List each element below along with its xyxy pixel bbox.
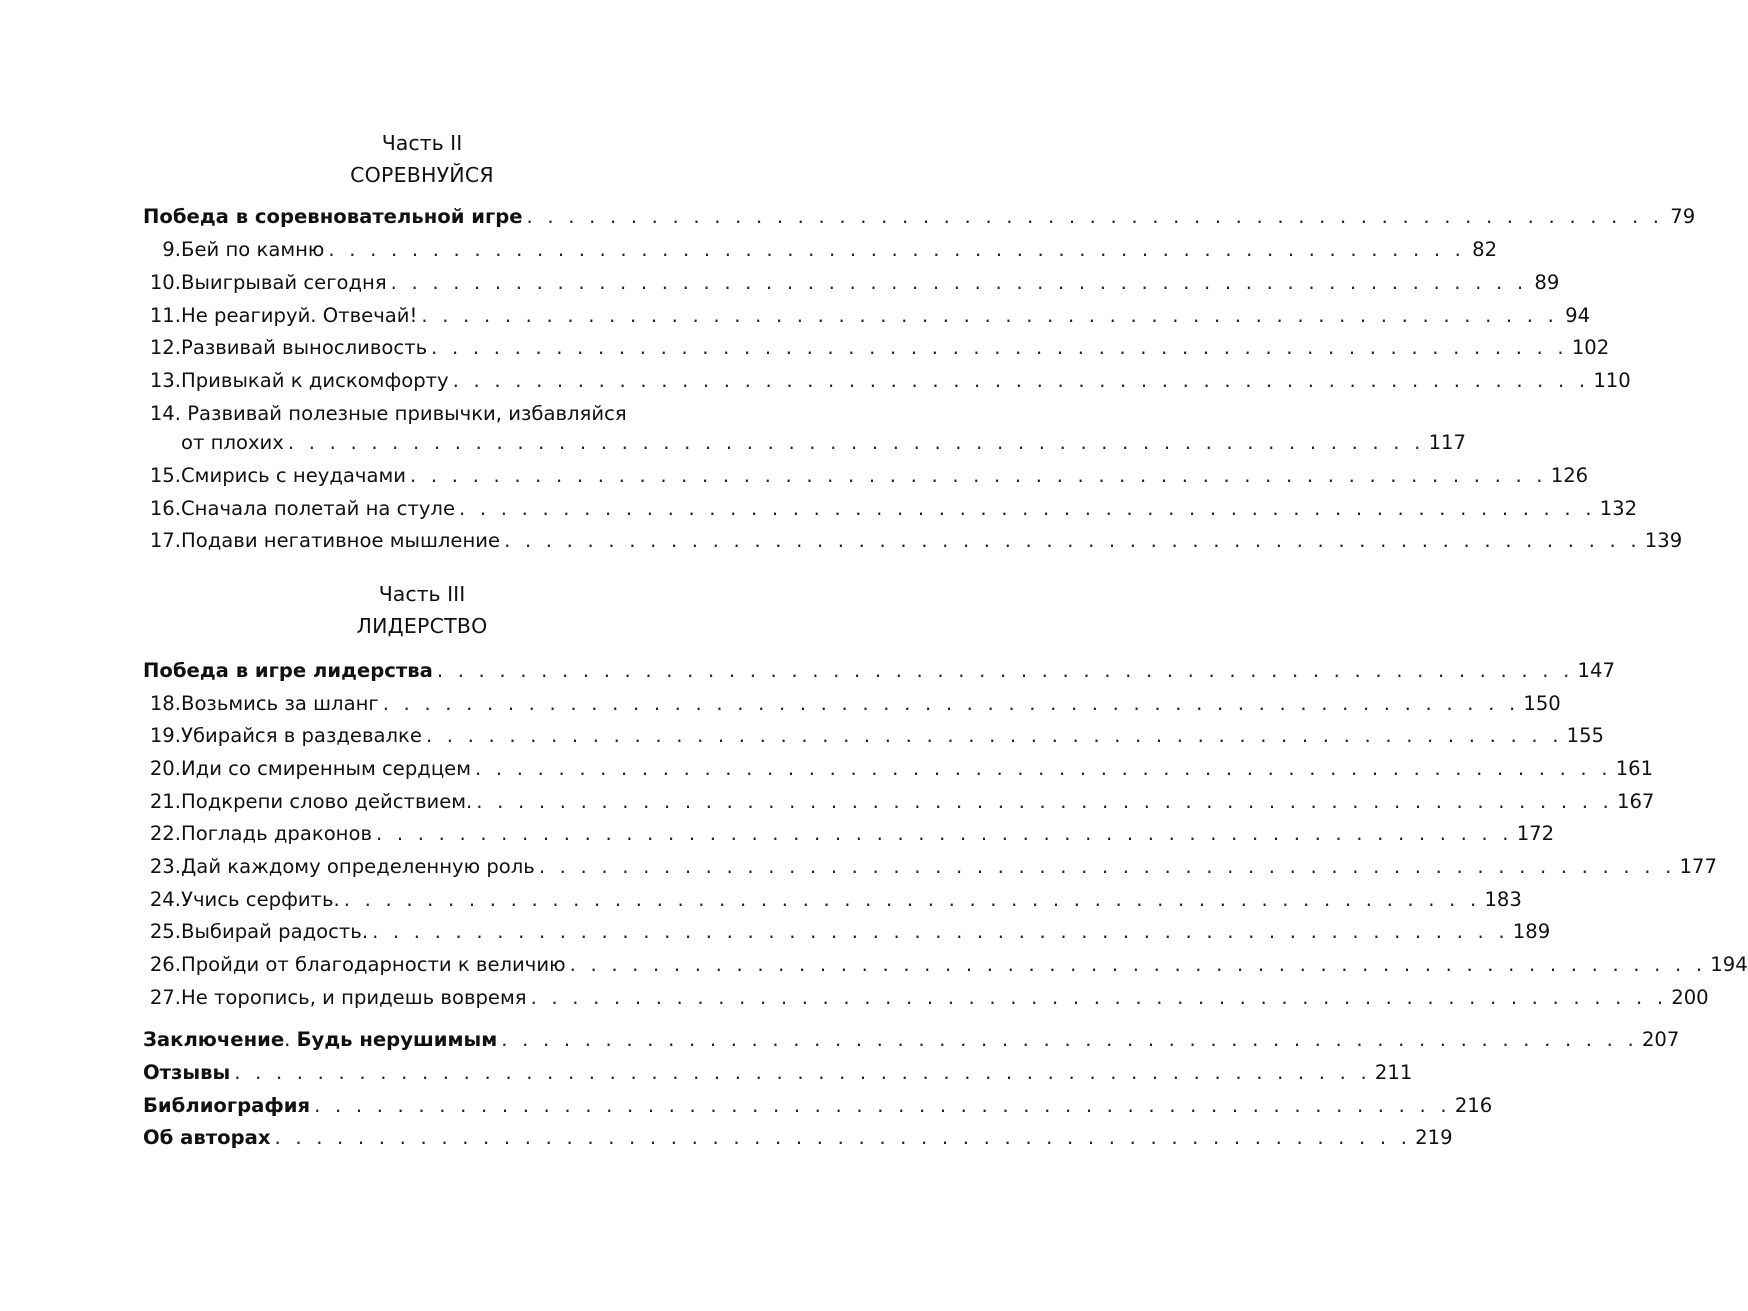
dot-leader: . . . . . . . . . . . . . . . . . . . . . . . . . . . . . . . . . . . . . . . . . . . . . . . . . . . . . . .: [436, 659, 1574, 682]
toc-entry[interactable]: [143, 427, 1466, 459]
toc-entry[interactable]: [143, 688, 1561, 720]
part-label: Часть II: [381, 131, 463, 155]
entry-title: Подкрепи слово действием.: [181, 790, 473, 813]
entry-page: 79: [1670, 205, 1696, 228]
toc-entry[interactable]: [143, 786, 1655, 818]
entry-page: 147: [1577, 659, 1615, 682]
toc-entry[interactable]: [143, 493, 1638, 525]
entry-title: Победа в игре лидерства: [143, 659, 433, 682]
dot-leader: . . . . . . . . . . . . . . . . . . . . . . . . . . . . . . . . . . . . . . . . . . . . . . . . . . . . . . .: [504, 529, 1641, 552]
entry-title-continued: от плохих: [181, 431, 284, 454]
entry-number: 9.: [162, 238, 181, 261]
entry-page: 126: [1550, 464, 1589, 487]
entry-page: 94: [1565, 304, 1591, 327]
entry-title: Привыкай к дискомфорту: [181, 369, 449, 392]
dot-leader: . . . . . . . . . . . . . . . . . . . . . . . . . . . . . . . . . . . . . . . . . . . . . . . . . . . . . . .: [538, 855, 1676, 878]
toc-entry-conclusion[interactable]: [143, 1024, 1680, 1056]
dot-leader: . . . . . . . . . . . . . . . . . . . . . . . . . . . . . . . . . . . . . . . . . . . . . . . . . . . . . . .: [569, 953, 1707, 976]
toc-entry[interactable]: [143, 365, 1631, 397]
entry-title: Бей по камню: [181, 238, 325, 261]
toc-entry-reviews[interactable]: [143, 1057, 1413, 1089]
entry-title: Смирись с неудачами: [181, 464, 407, 487]
entry-number: 14.: [149, 402, 181, 425]
entry-number: 26.: [149, 953, 181, 976]
part-title: ЛИДЕРСТВО: [356, 614, 488, 638]
dot-leader: . . . . . . . . . . . . . . . . . . . . . . . . . . . . . . . . . . . . . . . . . . . . . . . . . . . . . . .: [425, 724, 1563, 747]
entry-number: 12.: [149, 336, 181, 359]
entry-title: Заключение: [143, 1028, 285, 1051]
dot-leader: . . . . . . . . . . . . . . . . . . . . . . . . . . . . . . . . . . . . . . . . . . . . . . . . . . . . . . .: [476, 790, 1613, 813]
dot-leader: . . . . . . . . . . . . . . . . . . . . . . . . . . . . . . . . . . . . . . . . . . . . . . . . . . . . . . .: [343, 888, 1481, 911]
entry-title: Выбирай радость.: [181, 920, 369, 943]
entry-number: 18.: [149, 692, 181, 715]
toc-entry[interactable]: [143, 267, 1560, 299]
entry-number: 11.: [149, 304, 181, 327]
entry-title: Учись серфить.: [181, 888, 340, 911]
entry-page: 207: [1641, 1028, 1680, 1051]
entry-page: 117: [1428, 431, 1466, 454]
entry-title: Победа в соревновательной игре: [143, 205, 523, 228]
part-2-heading: [0, 128, 844, 190]
toc-entry[interactable]: [143, 655, 1615, 687]
toc-entry-bibliography[interactable]: [143, 1090, 1493, 1122]
toc-entry-first-line[interactable]: [143, 398, 745, 430]
entry-subtitle: Будь нерушимым: [296, 1028, 498, 1051]
dot-leader: . . . . . . . . . . . . . . . . . . . . . . . . . . . . . . . . . . . . . . . . . . . . . . . . . . . . . . .: [314, 1094, 1451, 1117]
entry-page: 167: [1616, 790, 1655, 813]
entry-title: Развивай выносливость: [181, 336, 428, 359]
dot-leader: . . . . . . . . . . . . . . . . . . . . . . . . . . . . . . . . . . . . . . . . . . . . . . . . . . . . . . .: [410, 464, 1547, 487]
toc-entry[interactable]: [143, 949, 1748, 981]
entry-number: 25.: [149, 920, 181, 943]
toc-entry[interactable]: [143, 884, 1522, 916]
entry-title-separator: .: [284, 1028, 297, 1051]
dot-leader: . . . . . . . . . . . . . . . . . . . . . . . . . . . . . . . . . . . . . . . . . . . . . . . . . . . . . . .: [421, 304, 1559, 327]
part-3-heading: [0, 579, 844, 641]
entry-page: 172: [1516, 822, 1555, 845]
entry-title: Пройди от благодарности к величию: [181, 953, 566, 976]
dot-leader: . . . . . . . . . . . . . . . . . . . . . . . . . . . . . . . . . . . . . . . . . . . . . . . . . . . . . . .: [234, 1061, 1371, 1084]
entry-title: Об авторах: [143, 1126, 271, 1149]
entry-number: 21.: [149, 790, 181, 813]
entry-page: 177: [1679, 855, 1717, 878]
entry-page: 132: [1599, 497, 1638, 520]
dot-leader: . . . . . . . . . . . . . . . . . . . . . . . . . . . . . . . . . . . . . . . . . . . . . . . . . . . . . . .: [431, 336, 1568, 359]
dot-leader: . . . . . . . . . . . . . . . . . . . . . . . . . . . . . . . . . . . . . . . . . . . . . . . . . . . . . . .: [526, 205, 1664, 228]
dot-leader: . . . . . . . . . . . . . . . . . . . . . . . . . . . . . . . . . . . . . . . . . . . . . . . . . . . . . . .: [382, 692, 1520, 715]
entry-page: 211: [1374, 1061, 1413, 1084]
entry-number: 19.: [149, 724, 181, 747]
entry-page: 200: [1671, 986, 1709, 1009]
toc-entry[interactable]: [143, 916, 1551, 948]
toc-entry[interactable]: [143, 851, 1717, 883]
entry-title: Сначала полетай на стуле: [181, 497, 456, 520]
entry-title: Погладь драконов: [181, 822, 373, 845]
dot-leader: . . . . . . . . . . . . . . . . . . . . . . . . . . . . . . . . . . . . . . . . . . . . . . . . . . . . . . .: [376, 822, 1513, 845]
toc-entry[interactable]: [143, 332, 1610, 364]
entry-title: Выигрывай сегодня: [181, 271, 387, 294]
dot-leader: . . . . . . . . . . . . . . . . . . . . . . . . . . . . . . . . . . . . . . . . . . . . . . . . . . . . . . .: [328, 238, 1466, 261]
entry-page: 150: [1523, 692, 1561, 715]
entry-number: 24.: [149, 888, 181, 911]
toc-entry[interactable]: [143, 720, 1605, 752]
toc-entry[interactable]: [143, 460, 1589, 492]
entry-page: 110: [1593, 369, 1631, 392]
toc-entry[interactable]: [143, 525, 1683, 557]
entry-page: 183: [1484, 888, 1522, 911]
entry-title: Развивай полезные привычки, избавляйся: [187, 402, 627, 425]
dot-leader: . . . . . . . . . . . . . . . . . . . . . . . . . . . . . . . . . . . . . . . . . . . . . . . . . . . . . . .: [287, 431, 1425, 454]
toc-entry[interactable]: [143, 201, 1696, 233]
dot-leader: . . . . . . . . . . . . . . . . . . . . . . . . . . . . . . . . . . . . . . . . . . . . . . . . . . . . . . .: [459, 497, 1596, 520]
toc-entry[interactable]: [143, 753, 1654, 785]
entry-title: Не торопись, и придешь вовремя: [181, 986, 527, 1009]
part-title: СОРЕВНУЙСЯ: [350, 163, 494, 187]
entry-title: Не реагируй. Отвечай!: [181, 304, 418, 327]
entry-page: 139: [1644, 529, 1683, 552]
entry-number: 27.: [149, 986, 181, 1009]
entry-page: 161: [1615, 757, 1654, 780]
toc-entry[interactable]: [143, 234, 1498, 266]
dot-leader: . . . . . . . . . . . . . . . . . . . . . . . . . . . . . . . . . . . . . . . . . . . . . . . . . . . . . . .: [530, 986, 1668, 1009]
entry-title: Убирайся в раздевалке: [181, 724, 422, 747]
entry-page: 219: [1415, 1126, 1453, 1149]
toc-entry[interactable]: [143, 818, 1555, 850]
dot-leader: . . . . . . . . . . . . . . . . . . . . . . . . . . . . . . . . . . . . . . . . . . . . . . . . . . . . . . .: [452, 369, 1590, 392]
entry-title: Отзывы: [143, 1061, 231, 1084]
entry-title: Подави негативное мышление: [181, 529, 501, 552]
part-label: Часть III: [378, 582, 466, 606]
entry-page: 102: [1571, 336, 1610, 359]
entry-page: 155: [1566, 724, 1605, 747]
entry-number: 20.: [149, 757, 181, 780]
entry-number: 16.: [149, 497, 181, 520]
entry-page: 216: [1454, 1094, 1493, 1117]
entry-title: Библиография: [143, 1094, 311, 1117]
entry-number: 23.: [149, 855, 181, 878]
dot-leader: . . . . . . . . . . . . . . . . . . . . . . . . . . . . . . . . . . . . . . . . . . . . . . . . . . . . . . .: [390, 271, 1528, 294]
entry-number: 13.: [149, 369, 181, 392]
dot-leader: . . . . . . . . . . . . . . . . . . . . . . . . . . . . . . . . . . . . . . . . . . . . . . . . . . . . . . .: [372, 920, 1509, 943]
entry-number: 15.: [149, 464, 181, 487]
entry-number: 17.: [149, 529, 181, 552]
dot-leader: . . . . . . . . . . . . . . . . . . . . . . . . . . . . . . . . . . . . . . . . . . . . . . . . . . . . . . .: [501, 1028, 1638, 1051]
entry-title: Возьмись за шланг: [181, 692, 379, 715]
toc-entry-about-authors[interactable]: [143, 1122, 1453, 1154]
entry-page: 194: [1710, 953, 1748, 976]
toc-entry[interactable]: [143, 982, 1709, 1014]
entry-title: Иди со смиренным сердцем: [181, 757, 472, 780]
entry-page: 89: [1534, 271, 1560, 294]
dot-leader: . . . . . . . . . . . . . . . . . . . . . . . . . . . . . . . . . . . . . . . . . . . . . . . . . . . . . . .: [475, 757, 1612, 780]
entry-title: Дай каждому определенную роль: [181, 855, 535, 878]
entry-number: 22.: [149, 822, 181, 845]
dot-leader: . . . . . . . . . . . . . . . . . . . . . . . . . . . . . . . . . . . . . . . . . . . . . . . . . . . . . . .: [274, 1126, 1412, 1149]
entry-number: 10.: [149, 271, 181, 294]
entry-page: 189: [1512, 920, 1551, 943]
toc-entry[interactable]: [143, 300, 1591, 332]
entry-page: 82: [1472, 238, 1498, 261]
